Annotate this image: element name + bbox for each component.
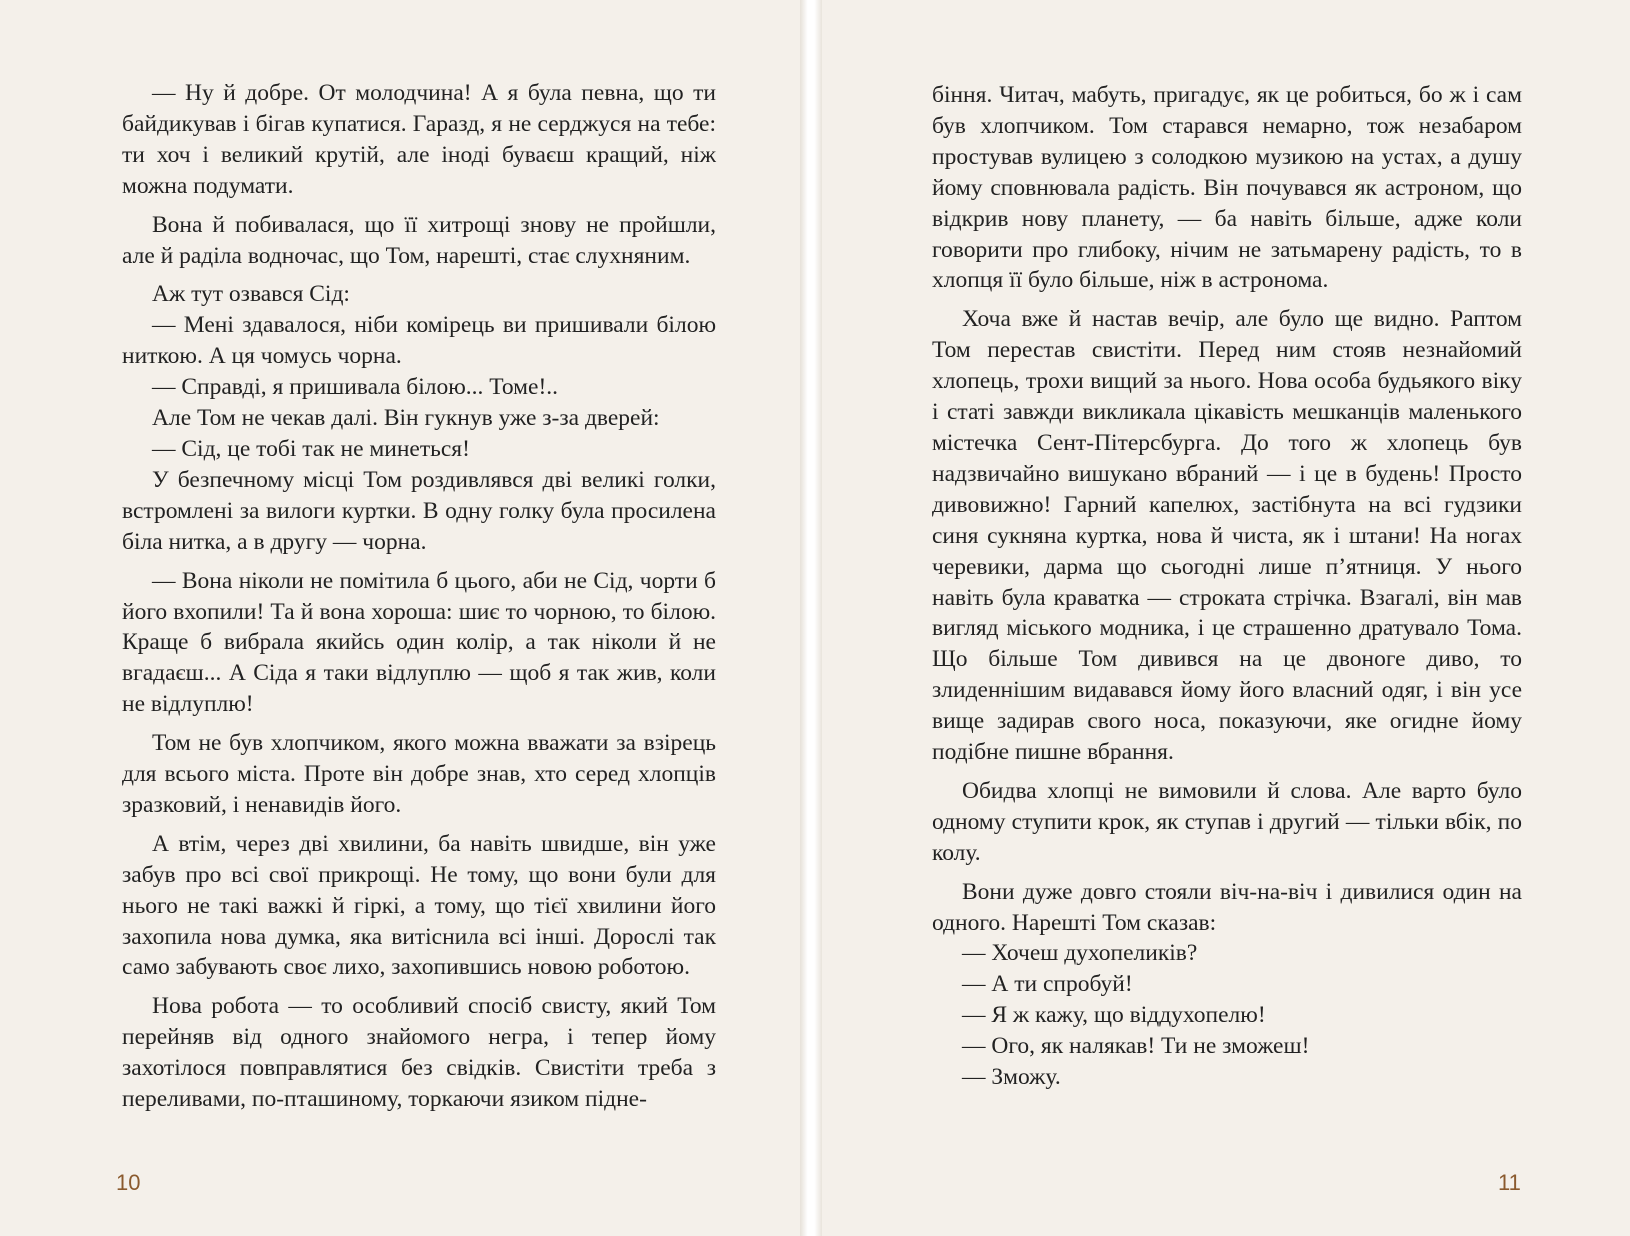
paragraph: — Ого, як налякав! Ти не зможеш!	[962, 1033, 1310, 1060]
paragraph: — Сід, це тобі так не минеться!	[152, 435, 470, 462]
right-page-text	[932, 80, 1522, 1093]
page-number: 11	[1498, 1170, 1521, 1195]
paragraph: — Ну й добре. От молодчина! А я була певна, що ти байдикував і бігав купатися. Гаразд, я не серджуся на тебе: ти хоч і великий крутій, але іноді буваєш кращий, ніж можна подумати.	[122, 80, 716, 199]
paragraph: — Хочеш духопеликів?	[962, 940, 1198, 967]
paragraph: Хоча вже й настав вечір, але було ще видно. Раптом Том перестав свистіти. Перед ним стояв незнайомий хлопець, трохи вищий за нього. Нова особа будьякого віку і статі завжди викликала цікавість мешканців маленького містечка Сент-Пітерсбурга. До того ж хлопець був надзвичайно вишукано вбраний — і це в будень! Просто дивовижно! Гарний капелюх, застібнута на всі гудзики синя сукняна куртка, нова й чиста, як і штани! На ногах черевики, дарма що сьогодні лише п’ятниця. У нього навіть була краватка — строката стрічка. Взагалі, він мав вигляд міського модника, і це страшенно дратувало Тома. Що більше Том дивився на це двоноге диво, то злиденнішим видавався йому його власний одяг, і він усе вище задирав свого носа, показуючи, яке огидне йому подібне пишне вбрання.	[932, 306, 1522, 766]
paragraph: Обидва хлопці не вимовили й слова. Але варто було одному ступити крок, як ступав і другий — тільки вбік, по колу.	[932, 777, 1522, 866]
paragraph: У безпечному місці Том роздивлявся дві великі голки, встромлені за вилоги куртки. В одну голку була просилена біла нитка, а в другу — чорна.	[122, 466, 716, 555]
paragraph: Але Том не чекав далі. Він гукнув уже з-за дверей:	[152, 405, 660, 432]
paragraph: Нова робота — то особливий спосіб свисту, який Том перейняв від одного знайомого негра, і тепер йому захотілося повправлятися без свідків. Свистіти треба з переливами, по-пташиному, торкаючи язиком підне-	[122, 993, 716, 1113]
paragraph: Том не був хлопчиком, якого можна вважати за взірець для всього міста. Проте він добре знав, хто серед хлопців зразковий, і ненавидів його.	[122, 730, 716, 818]
paragraph: — Вона ніколи не помітила б цього, аби не Сід, чорти б його вхопили! Та й вона хороша: шиє то чорною, то білою. Краще б вибрала якийсь один колір, а так ніколи й не вгадаєш... А Сіда я таки відлуплю — щоб я так жив, коли не відлуплю!	[122, 567, 716, 718]
left-page-text	[122, 78, 716, 1115]
paragraph: Вона й побивалася, що її хитрощі знову не пройшли, але й раділа водночас, що Том, нарешті, стає слухняним.	[122, 211, 716, 269]
paragraph: — Я ж кажу, що віддухопелю!	[962, 1002, 1266, 1029]
paragraph: — Мені здавалося, ніби комірець ви пришивали білою ниткою. А ця чомусь чорна.	[122, 312, 716, 370]
right-page	[822, 0, 1630, 1236]
paragraph: — Справді, я пришивала білою... Томе!..	[152, 374, 559, 401]
paragraph: — А ти спробуй!	[962, 971, 1133, 998]
paragraph: А втім, через дві хвилини, ба навіть швидше, він уже забув про всі свої прикрощі. Не тому, що вони були для нього не такі важкі й гіркі, а тому, що тієї хвилини його захопила нова думка, яка витіснила всі інші. Дорослі так само забувають своє лихо, захопившись новою роботою.	[122, 830, 716, 981]
left-page	[0, 0, 800, 1236]
book-gutter	[800, 0, 822, 1236]
paragraph: — Зможу.	[962, 1064, 1061, 1091]
paragraph: Аж тут озвався Сід:	[152, 281, 350, 308]
page-number: 10	[116, 1170, 141, 1195]
paragraph: Вони дуже довго стояли віч-на-віч і дивилися один на одного. Нарешті Том сказав:	[932, 878, 1522, 936]
paragraph: біння. Читач, мабуть, пригадує, як це робиться, бо ж і сам був хлопчиком. Том старався немарно, тож незабаром простував вулицею з солодкою музикою на устах, а душу йому сповнювала радість. Він почувався як астроном, що відкрив нову планету, — ба навіть більше, адже коли говорити про глибоку, нічим не затьмарену радість, то в хлопця її було більше, ніж в астронома.	[932, 82, 1522, 294]
